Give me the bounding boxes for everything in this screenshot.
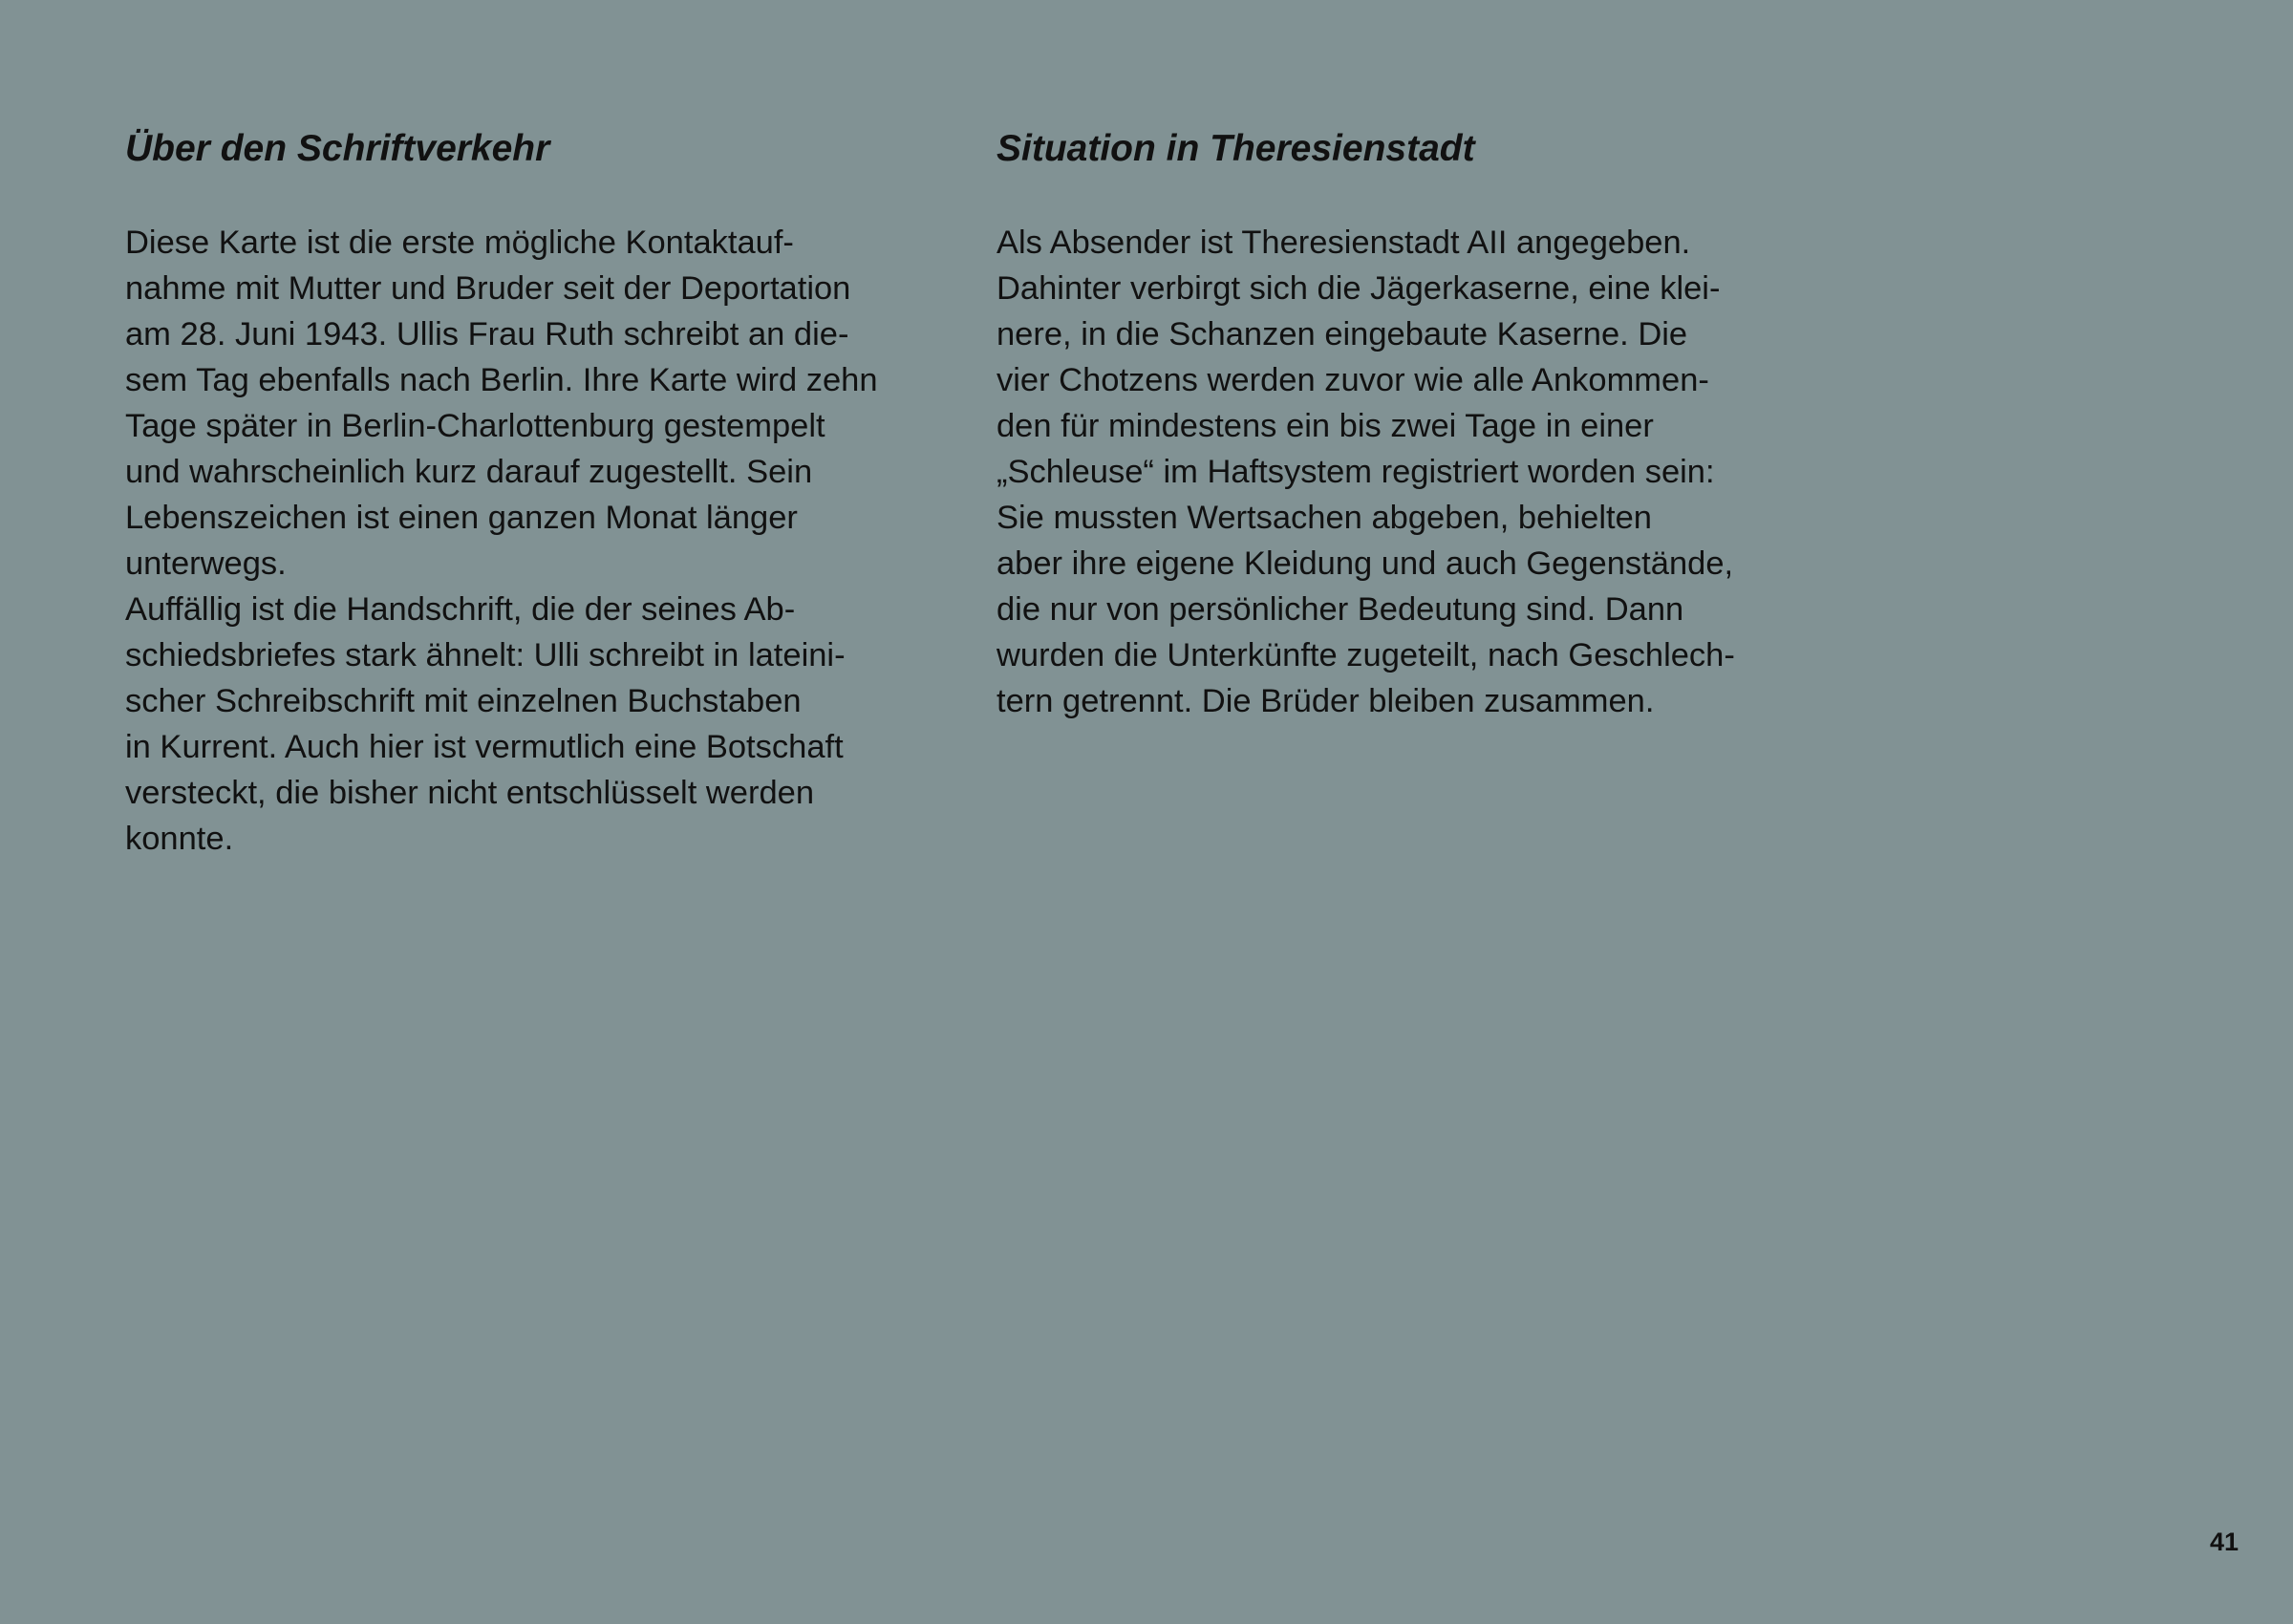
text-line: Dahinter verbirgt sich die Jägerkaserne, eine klei- xyxy=(996,270,1721,307)
text-line: unterwegs. xyxy=(125,545,287,582)
text-line: und wahrscheinlich kurz darauf zugestellt. Sein xyxy=(125,454,813,490)
text-line: versteckt, die bisher nicht entschlüsselt werden xyxy=(125,775,815,811)
text-line: Tage später in Berlin-Charlottenburg gestempelt xyxy=(125,408,825,444)
text-line: den für mindestens ein bis zwei Tage in einer xyxy=(996,408,1654,444)
text-line: tern getrennt. Die Brüder bleiben zusammen. xyxy=(996,683,1655,719)
text-line: scher Schreibschrift mit einzelnen Buchstaben xyxy=(125,683,802,719)
text-line: schiedsbriefes stark ähnelt: Ulli schreibt in lateini- xyxy=(125,637,846,673)
text-line: wurden die Unterkünfte zugeteilt, nach Geschlech- xyxy=(996,637,1735,673)
text-line: Diese Karte ist die erste mögliche Kontaktauf- xyxy=(125,224,794,261)
text-line: die nur von persönlicher Bedeutung sind. Dann xyxy=(996,591,1684,628)
text-line: Sie mussten Wertsachen abgeben, behielten xyxy=(996,500,1652,536)
right-column-body xyxy=(996,220,1837,724)
text-line: Als Absender ist Theresienstadt AII angegeben. xyxy=(996,224,1691,261)
text-line: vier Chotzens werden zuvor wie alle Ankommen- xyxy=(996,362,1709,398)
page-number: 41 xyxy=(2209,1528,2239,1556)
text-line: am 28. Juni 1943. Ullis Frau Ruth schreibt an die- xyxy=(125,316,849,353)
text-line: nere, in die Schanzen eingebaute Kaserne. Die xyxy=(996,316,1688,353)
right-column xyxy=(996,122,1837,724)
text-line: Lebenszeichen ist einen ganzen Monat länger xyxy=(125,500,798,536)
left-column xyxy=(125,122,966,862)
text-line: nahme mit Mutter und Bruder seit der Deportation xyxy=(125,270,851,307)
left-column-body xyxy=(125,220,966,862)
text-line: Auffällig ist die Handschrift, die der seines Ab- xyxy=(125,591,796,628)
text-line: aber ihre eigene Kleidung und auch Gegenstände, xyxy=(996,545,1734,582)
text-line: in Kurrent. Auch hier ist vermutlich eine Botschaft xyxy=(125,729,844,765)
text-line: „Schleuse“ im Haftsystem registriert worden sein: xyxy=(996,454,1715,490)
text-line: sem Tag ebenfalls nach Berlin. Ihre Karte wird zehn xyxy=(125,362,878,398)
right-column-heading: Situation in Theresienstadt xyxy=(996,128,1475,169)
left-column-heading: Über den Schriftverkehr xyxy=(125,128,550,169)
text-line: konnte. xyxy=(125,821,234,857)
